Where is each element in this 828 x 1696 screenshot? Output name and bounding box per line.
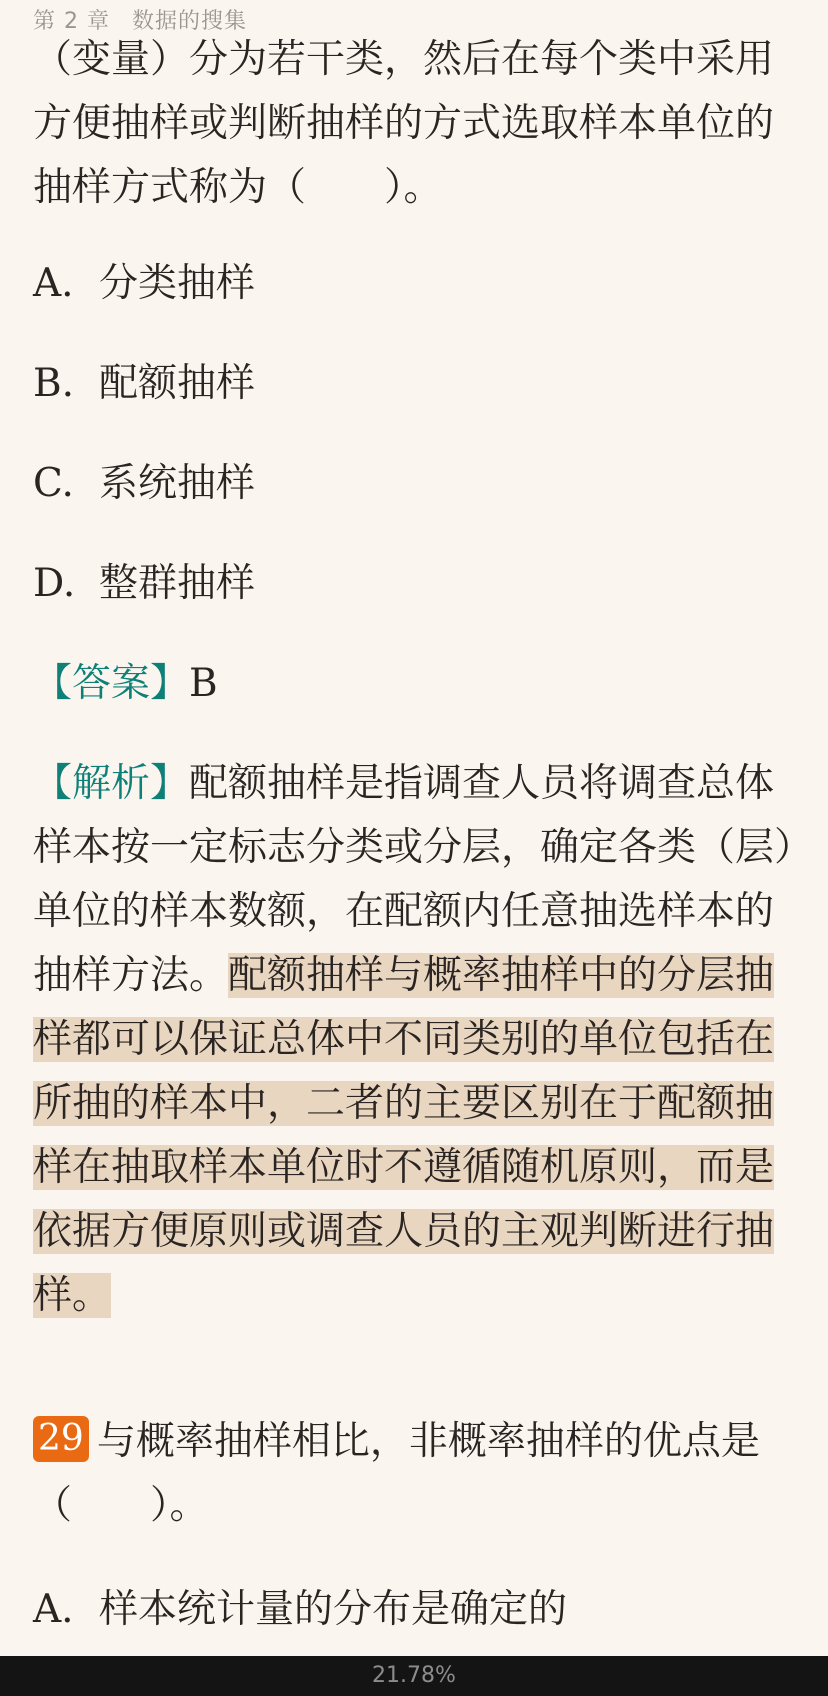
question-29	[33, 1410, 795, 1538]
option-letter: A.	[33, 261, 74, 306]
option-text: 分类抽样	[99, 261, 256, 306]
option-a	[33, 234, 795, 334]
reading-progress: 21.78%	[372, 1663, 456, 1688]
option-text: 系统抽样	[99, 461, 256, 506]
question-29-option-a	[33, 1560, 795, 1660]
option-b	[33, 334, 795, 434]
option-letter: C.	[33, 461, 74, 506]
analysis-paragraph	[33, 752, 795, 1328]
option-c	[33, 434, 795, 534]
question-number-badge: 29	[33, 1416, 89, 1462]
option-letter: D.	[33, 561, 76, 606]
reading-progress-bar	[0, 1656, 828, 1696]
option-d	[33, 534, 795, 634]
option-letter: A.	[33, 1587, 74, 1632]
analysis-text: 配额抽样是指调查人员将调查总体样本按一定标志分类或分层，确定各类（层）单位的样本数额，在配额内任意抽选样本的抽样方法。	[33, 761, 794, 998]
reader-content	[33, 28, 795, 1660]
chapter-title: 数据的搜集	[131, 9, 247, 34]
option-letter: B.	[33, 361, 75, 406]
question-stem: （变量）分为若干类，然后在每个类中采用方便抽样或判断抽样的方式选取样本单位的抽样方式称为（ ）。	[33, 37, 775, 210]
option-text: 配额抽样	[99, 361, 256, 406]
option-text: 整群抽样	[99, 561, 256, 606]
answer-line	[33, 634, 795, 734]
answer-label: 【答案】	[33, 661, 190, 706]
highlighted-text[interactable]: 配额抽样与概率抽样中的分层抽样都可以保证总体中不同类别的单位包括在所抽的样本中，二者的主要区别在于配额抽样在抽取样本单位时不遵循随机原则，而是依据方便原则或调查人员的主观判断进行抽样。	[33, 953, 775, 1318]
answer-value: B	[189, 661, 218, 706]
question-29-stem: 与概率抽样相比，非概率抽样的优点是（ ）。	[33, 1419, 760, 1528]
analysis-label: 【解析】	[33, 761, 190, 806]
chapter-number: 第 2 章	[33, 9, 110, 34]
option-text: 样本统计量的分布是确定的	[99, 1587, 568, 1632]
